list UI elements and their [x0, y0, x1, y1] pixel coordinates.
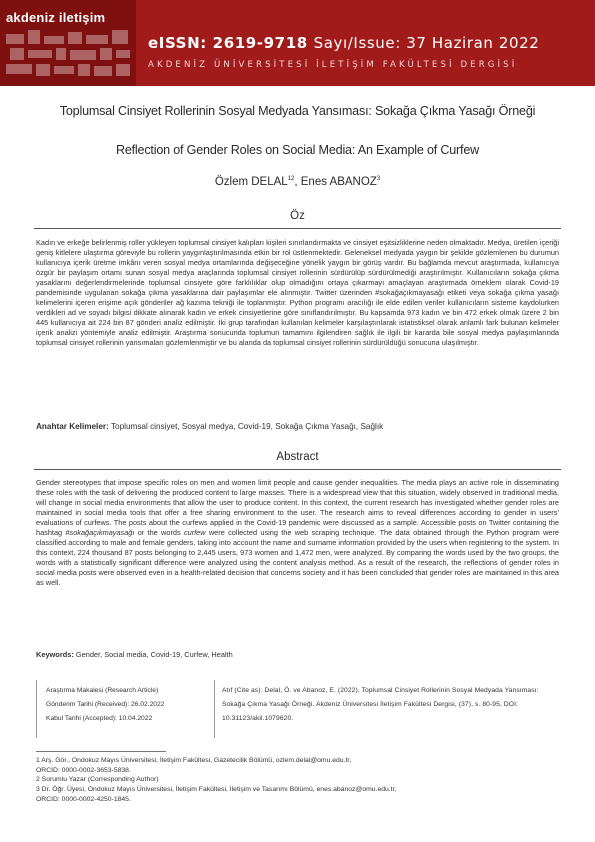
footnote-line: 2 Sorumlu Yazar (Corresponding Author): [36, 776, 159, 784]
abstract-keywords: [36, 650, 559, 659]
abstract-keywords-list: Gender, Social media, Covid-19, Curfew, Health: [73, 650, 233, 659]
author-2-footnote-mark: 3: [376, 176, 381, 183]
author-1: Özlem DELAL: [214, 176, 288, 188]
logo-text: akdeniz iletişim: [6, 10, 106, 25]
issue-label: Sayı/Issue: 37 Haziran 2022: [313, 34, 540, 52]
oz-text: Kadın ve erkeğe belirlenmiş roller yükleyen toplumsal cinsiyet kalıpları kişileri sınırlandırmakta ve cinsiyet eşitsizliklerine neden olmaktadır. Medya, üretilen içeriği geniş kitlelere ulaştırma göreviyle bu rollerin yaygınlaştırılmasında etkin bir rol üstlenmektedir. Geleneksel medyada yaygın bir şekilde gözlemlenen bu durumun kullanıcıya içerik üretme imkânı veren sosyal medya ortamlarında değişeceğine yönelik yaygın bir görüş vardır. Bu bağlamda mevcut araştırmada, kullanıcıya özgür bir paylaşım ortamı sunan sosyal medya araçlarında toplumsal cinsiyet rollerinin sürdürülüp sürdürülmediği araştırılmıştır. Kullanıcıların sokağa çıkma yasaklarını değerlendirmelerinde toplumsal cinsiyete göre farklılıklar olup olmadığını ortaya çıkarmayı amaçlayan araştırmada örneklem olarak Covid-19 pandemisinde uygulanan sokağa çıkma yasaklarına dair paylaşımlar ele alınmıştır. Twitter üzerinden #sokağaçıkmayasağı etiketi veya sokağa çıkma yasağı kelimelerini içeren erişime açık gönderiler ağ kazıma tekniği ile toplanmıştır. Python programı aracılığı ile elde edilen veriler kullanıcıların sisteme kaydolurken verdikleri ad ve soyadı bilgisi dikkate alınarak kadın ve erkek cinsiyetlerine göre sınıflandırılmıştır. Bu kapsamda 973 kadın ve bin 472 erkek olmak üzere 2 bin 445 kullanıcıya ait 224 bin 87 gönderi analiz edilmiştir. İki grup tarafından kullanılan kelimeler karşılaştırılarak istatistiksel olarak anlamlı fark bulunan kelimeler içerik analizi yöntemiyle analiz edilmiştir. Araştırma sonucunda toplumun tamamını ilgilendiren sağlık ile ilgili bir kararda bile sosyal medya paylaşımlarında toplumsal cinsiyet rollerinin yansımaları gözlemlenmiştir ve bu alanda da toplumsal cinsiyet rollerinin sürdürüldüğü sonucuna ulaşılmıştır.: [36, 238, 559, 348]
info-left-border: [36, 680, 37, 738]
journal-banner: [0, 0, 595, 86]
author-1-footnote-mark: 12: [287, 176, 295, 183]
footnote-line: 3 Dr. Öğr. Üyesi, Ondokuz Mayıs Üniversitesi, İletişim Fakültesi, İletişim ve Tasarımı Bölümü, enes.abanoz@omu.edu.tr,: [36, 786, 397, 794]
issn-issue-line: [148, 34, 539, 52]
abstract-divider: [34, 469, 561, 470]
abstract-heading: Abstract: [276, 451, 319, 463]
journal-logo: [0, 0, 136, 86]
abstract-hashtag: #sokağaçıkmayasağı: [65, 528, 135, 538]
abstract-text: [36, 478, 559, 589]
abstract-word: curfew: [183, 528, 206, 538]
oz-divider: [34, 228, 561, 229]
accepted-date: Kabul Tarihi (Accepted): 10.04.2022: [46, 715, 153, 722]
journal-name: AKDENİZ ÜNİVERSİTESİ İLETİŞİM FAKÜLTESİ DERGİSİ: [148, 60, 518, 70]
author-line: [0, 176, 595, 188]
footnote-line: ORCID: 0000-0002-3653-5838.: [36, 766, 131, 774]
title-english: Reflection of Gender Roles on Social Media: An Example of Curfew: [115, 143, 480, 157]
footnote-line: ORCID: 0000-0002-4250-1845.: [36, 795, 131, 803]
footnotes: [36, 756, 559, 805]
abstract-text-b: or the words: [134, 528, 184, 538]
oz-keywords-label: Anahtar Kelimeler:: [36, 422, 109, 431]
info-middle-border: [214, 680, 215, 738]
author-2: Enes ABANOZ: [300, 176, 377, 188]
abstract-text-c: were collected using the web scraping technique. The data obtained through the Python program were classified according to male and female genders, taking into account the name and surname information provided by the users when registering to the system. In this context, 224 thousand 87 posts belonging to 2,445 users, 973 women and 1,472 men, were analyzed. By comparing the words used by the two groups, the words with a statistically significant difference were analyzed using the content analysis method. As a result of the research, the reflections of gender roles in social media posts were observed even in a health-related decision that concerns society and it has been concluded that gender roles are maintained in this area as well.: [36, 528, 559, 588]
logo-pattern: [6, 30, 132, 78]
article-dates: [46, 684, 210, 726]
author-separator: ,: [294, 176, 301, 188]
oz-keywords: [36, 422, 559, 431]
oz-keywords-list: Toplumsal cinsiyet, Sosyal medya, Covid-19, Sokağa Çıkma Yasağı, Sağlık: [108, 422, 384, 431]
citation: Atıf (Cite as): Delal, Ö. ve Abanoz, E. (2022). Toplumsal Cinsiyet Rollerinin Sosyal Medyada Yansıması: Sokağa Çıkma Yasağı Örneği. Akdeniz Üniversitesi İletişim Fakültesi Dergisi, (37), s. 80-95, DOI: 10.31123/akil.1079620.: [222, 687, 539, 722]
issn-label: eISSN: 2619-9718: [148, 34, 308, 52]
title-turkish: Toplumsal Cinsiyet Rollerinin Sosyal Medyada Yansıması: Sokağa Çıkma Yasağı Örneği: [59, 104, 536, 118]
abstract-text-a: Gender stereotypes that impose specific roles on men and women limit people and cause gender inequalities. The media plays an active role in disseminating these roles with the task of delivering the produced content to large masses. There is a widespread view that this situation, widely observed in traditional media, will change in social media environments that allow the user to produce content. In this context, the current research has investigated whether gender roles are maintained in social media tools that offer a free sharing environment to the user. The research aims to reveal differences according to gender in users’ evaluations of curfews. The posts about the curfews applied in the Covid-19 pandemic were discussed as a sample. Accessible posts on Twitter containing the hashtag: [36, 478, 559, 538]
footnote-divider: [36, 751, 166, 752]
received-date: Gönderim Tarihi (Received): 26.02.2022: [46, 701, 165, 708]
article-info-box: [36, 680, 559, 738]
abstract-keywords-label: Keywords:: [36, 650, 74, 659]
footnote-line: 1 Arş. Gör., Ondokuz Mayıs Üniversitesi, İletişim Fakültesi, Gazetecilik Bölümü, ozlem.delal@omu.edu.tr,: [36, 757, 352, 764]
article-type: Araştırma Makalesi (Research Article): [46, 687, 159, 694]
oz-heading: Öz: [290, 210, 305, 222]
